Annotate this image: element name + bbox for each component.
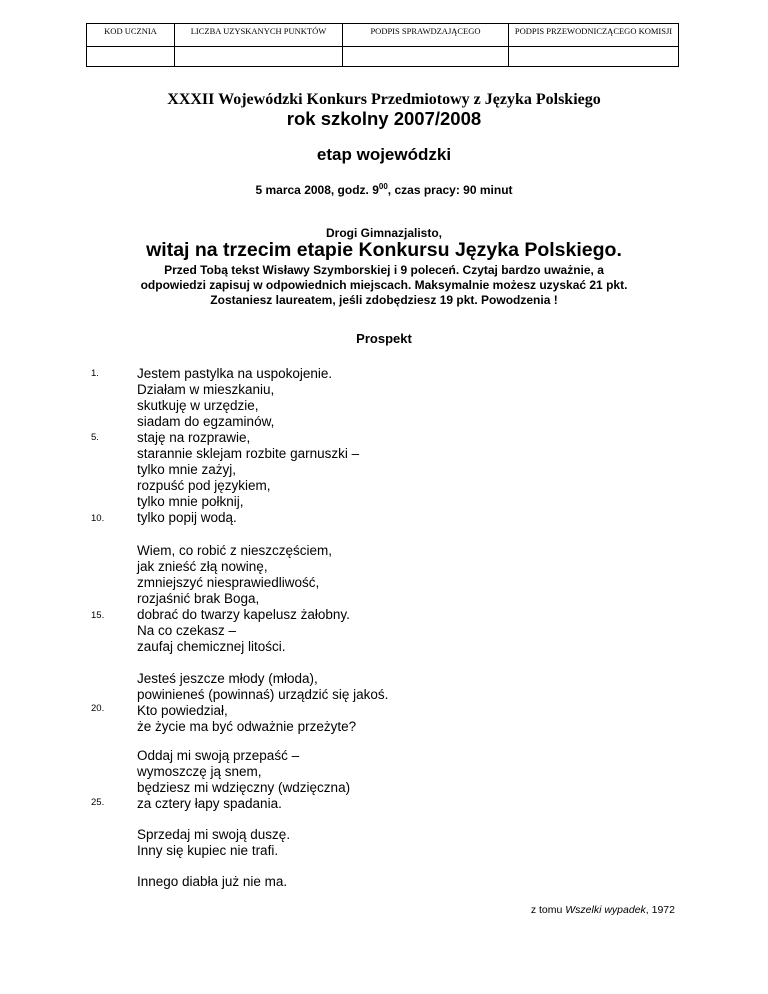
kod-ucznia-label: KOD UCZNIA	[87, 24, 175, 47]
poem-line: tylko mnie zażyj,	[137, 462, 237, 477]
instruction-line: Przed Tobą tekst Wisławy Szymborskiej i 9 poleceń. Czytaj bardzo uważnie, a	[164, 263, 604, 277]
line-number: 15.	[91, 610, 105, 621]
poem-line: Wiem, co robić z nieszczęściem,	[137, 543, 333, 558]
poem-line: rozjaśnić brak Boga,	[137, 591, 260, 606]
header-table	[86, 23, 679, 67]
poem-line: skutkuję w urzędzie,	[137, 398, 259, 413]
poem-line: zmniejszyć niesprawiedliwość,	[137, 575, 320, 590]
line-number: 10.	[91, 513, 105, 524]
poem-line: że życie ma być odważnie przeżyte?	[137, 719, 357, 734]
instruction-line: odpowiedzi zapisuj w odpowiednich miejscach. Maksymalnie możesz uzyskać 21 pkt.	[140, 278, 628, 292]
poem-line: wymoszczę ją snem,	[137, 764, 262, 779]
poem-line: Działam w mieszkaniu,	[137, 382, 275, 397]
poem-line: tylko popij wodą.	[137, 510, 237, 525]
poem-line: zaufaj chemicznej litości.	[137, 639, 286, 654]
welcome-heading: witaj na trzecim etapie Konkursu Języka Polskiego.	[146, 239, 622, 261]
poem-line: Innego diabła już nie ma.	[137, 874, 288, 889]
instructions	[0, 263, 768, 308]
poem-line: jak znieść złą nowinę,	[137, 559, 268, 574]
poem-line: siadam do egzaminów,	[137, 414, 275, 429]
poem-line: starannie sklejam rozbite garnuszki –	[137, 446, 360, 461]
contest-title: XXXII Wojewódzki Konkurs Przedmiotowy z Języka Polskiego	[167, 91, 601, 108]
poem-line: za cztery łapy spadania.	[137, 796, 282, 811]
podpis-przewodniczacego-label: PODPIS PRZEWODNICZĄCEGO KOMISJI	[509, 24, 679, 47]
source-suffix: , 1972	[645, 904, 675, 916]
kod-ucznia-field[interactable]	[87, 47, 175, 67]
podpis-przewodniczacego-field[interactable]	[509, 47, 679, 67]
line-number: 1.	[91, 368, 99, 379]
line-number: 5.	[91, 432, 99, 443]
poem-line: będziesz mi wdzięczny (wdzięczna)	[137, 780, 351, 795]
exam-date	[0, 182, 768, 197]
poem-line: Kto powiedział,	[137, 703, 228, 718]
poem-line: Sprzedaj mi swoją duszę.	[137, 827, 291, 842]
greeting: Drogi Gimnazjalisto,	[325, 226, 442, 240]
poem-line: Inny się kupiec nie trafi.	[137, 843, 279, 858]
school-year: rok szkolny 2007/2008	[286, 108, 482, 129]
source-citation	[531, 904, 675, 916]
date-superscript: 00	[378, 182, 388, 191]
poem-line: dobrać do twarzy kapelusz żałobny.	[137, 607, 350, 622]
liczba-punktow-field[interactable]	[175, 47, 343, 67]
source-prefix: z tomu	[530, 904, 566, 916]
poem-line: staję na rozprawie,	[137, 430, 251, 445]
date-prefix: 5 marca 2008, godz. 9	[255, 183, 379, 197]
instruction-line: Zostaniesz laureatem, jeśli zdobędziesz 19 pkt. Powodzenia !	[210, 293, 558, 307]
poem-line: Jestem pastylka na uspokojenie.	[137, 366, 333, 381]
poem-line: Na co czekasz –	[137, 623, 237, 638]
date-suffix: , czas pracy: 90 minut	[387, 183, 513, 197]
podpis-sprawdzajacego-label: PODPIS SPRAWDZAJĄCEGO	[343, 24, 509, 47]
line-number: 20.	[91, 703, 105, 714]
podpis-sprawdzajacego-field[interactable]	[343, 47, 509, 67]
source-book-title: Wszelki wypadek	[565, 904, 646, 916]
poem-line: Oddaj mi swoją przepaść –	[137, 748, 300, 763]
poem-line: rozpuść pod językiem,	[137, 478, 271, 493]
poem-line: Jesteś jeszcze młody (młoda),	[137, 671, 318, 686]
poem-line: tylko mnie połknij,	[137, 494, 244, 509]
line-number: 25.	[91, 797, 105, 808]
poem-title: Prospekt	[356, 331, 412, 346]
poem-line: powinieneś (powinnaś) urządzić się jakoś.	[137, 687, 389, 702]
stage-title: etap wojewódzki	[316, 145, 452, 164]
liczba-punktow-label: LICZBA UZYSKANYCH PUNKTÓW	[175, 24, 343, 47]
